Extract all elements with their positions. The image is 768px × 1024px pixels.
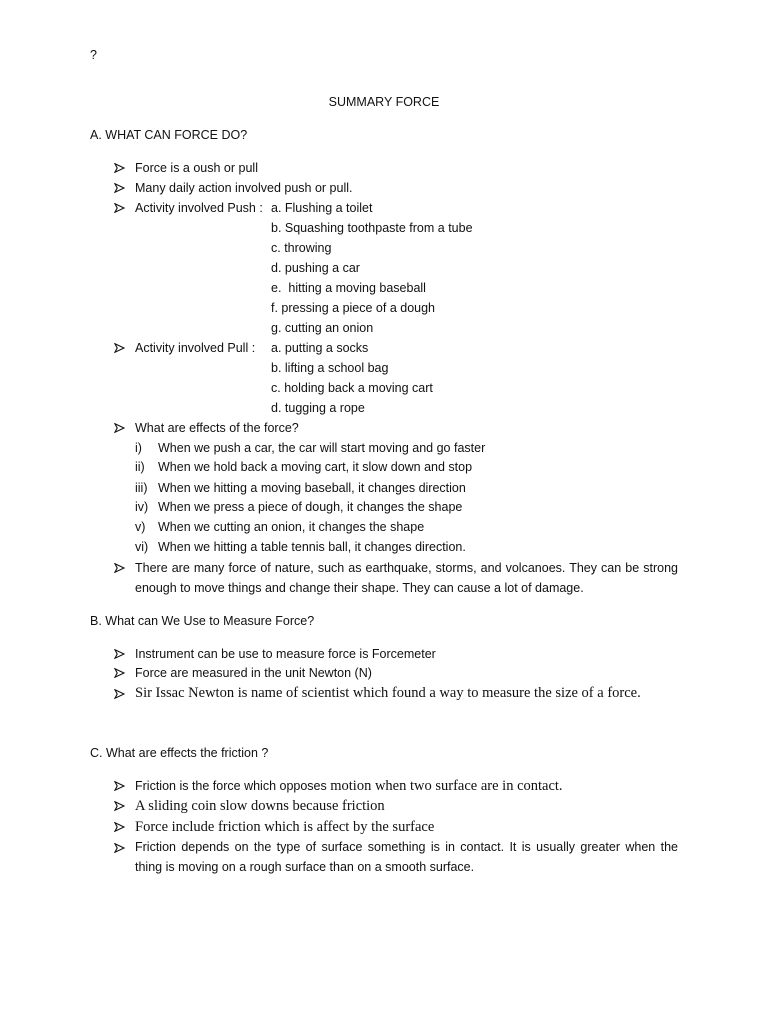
list-item: Instrument can be use to measure force is Forcemeter	[135, 647, 436, 661]
list-item	[135, 776, 563, 796]
friction-text-part: motion when two surface are in contact.	[330, 778, 563, 794]
list-item: Force include friction which is affect by the surface	[135, 819, 435, 835]
arrowhead-bullet-icon	[114, 649, 125, 659]
effect-number: iv)	[135, 500, 149, 514]
effect-number: vi)	[135, 540, 149, 554]
section-c-heading: C. What are effects the friction ?	[90, 746, 269, 760]
arrowhead-bullet-icon	[114, 163, 125, 173]
arrowhead-bullet-icon	[114, 801, 125, 811]
push-item: c. throwing	[271, 241, 332, 255]
push-item: f. pressing a piece of a dough	[271, 301, 436, 315]
pull-item: b. lifting a school bag	[271, 361, 389, 375]
push-item: e. hitting a moving baseball	[271, 281, 426, 295]
pull-item: a. putting a socks	[271, 341, 369, 355]
arrowhead-bullet-icon	[114, 183, 125, 193]
list-item: Force is a oush or pull	[135, 161, 258, 175]
effect-number: i)	[135, 441, 142, 455]
section-b-heading: B. What can We Use to Measure Force?	[90, 614, 315, 628]
list-item: Sir Issac Newton is name of scientist which found a way to measure the size of a force.	[135, 685, 641, 701]
effects-question: What are effects of the force?	[135, 421, 299, 435]
arrowhead-bullet-icon	[114, 423, 125, 433]
effect-number: iii)	[135, 481, 148, 495]
section-a-heading: A. WHAT CAN FORCE DO?	[90, 128, 248, 142]
arrowhead-bullet-icon	[114, 689, 125, 699]
pull-item: c. holding back a moving cart	[271, 381, 433, 395]
arrowhead-bullet-icon	[114, 668, 125, 678]
arrowhead-bullet-icon	[114, 822, 125, 832]
list-item: Force are measured in the unit Newton (N)	[135, 666, 372, 680]
page-title: SUMMARY FORCE	[328, 95, 440, 109]
push-item: g. cutting an onion	[271, 321, 374, 335]
arrowhead-bullet-icon	[114, 781, 125, 791]
arrowhead-bullet-icon	[114, 843, 125, 853]
arrowhead-bullet-icon	[114, 343, 125, 353]
effect-text: When we hitting a table tennis ball, it changes direction.	[158, 540, 466, 554]
push-item: d. pushing a car	[271, 261, 360, 275]
effect-text: When we hitting a moving baseball, it changes direction	[158, 481, 466, 495]
effect-number: v)	[135, 520, 146, 534]
pull-item: d. tugging a rope	[271, 401, 365, 415]
top-question-mark: ?	[90, 48, 97, 62]
arrowhead-bullet-icon	[114, 563, 125, 573]
arrowhead-bullet-icon	[114, 203, 125, 213]
effect-text: When we hold back a moving cart, it slow down and stop	[158, 460, 473, 474]
friction-surface-paragraph: Friction depends on the type of surface something is in contact. It is usually greater when the thing is moving on a rough surface than on a smooth surface.	[135, 840, 678, 874]
push-item: a. Flushing a toilet	[271, 201, 373, 215]
list-item: A sliding coin slow downs because friction	[135, 798, 385, 814]
effect-text: When we cutting an onion, it changes the shape	[158, 520, 425, 534]
effect-text: When we push a car, the car will start moving and go faster	[158, 441, 486, 455]
pull-activity-label: Activity involved Pull :	[135, 341, 256, 355]
push-item: b. Squashing toothpaste from a tube	[271, 221, 473, 235]
nature-forces-paragraph: There are many force of nature, such as earthquake, storms, and volcanoes. They can be strong enough to move things and change their shape. They can cause a lot of damage.	[135, 561, 678, 595]
list-item: Many daily action involved push or pull.	[135, 181, 353, 195]
push-activity-label: Activity involved Push :	[135, 201, 263, 215]
effect-number: ii)	[135, 460, 145, 474]
effect-text: When we press a piece of dough, it changes the shape	[158, 500, 463, 514]
friction-text-part: Friction is the force which opposes	[135, 779, 331, 793]
